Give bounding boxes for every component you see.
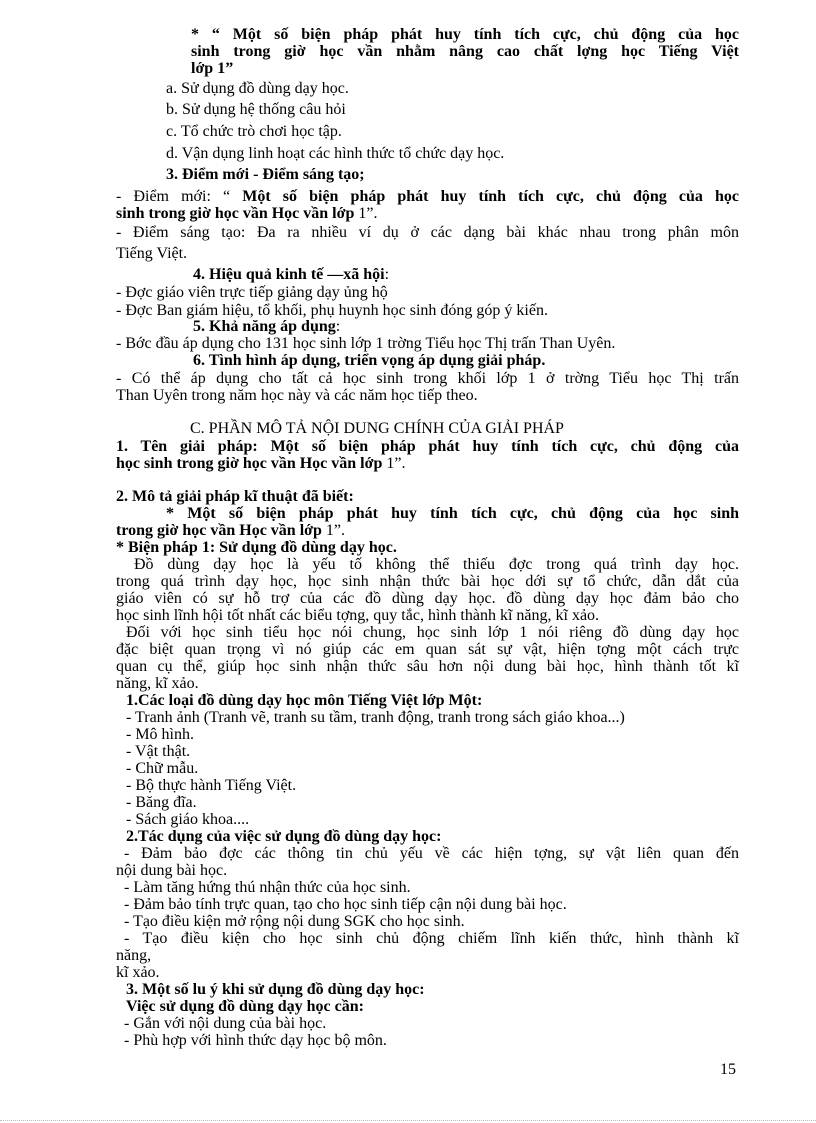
notes-line-1: - Gắn với nội dung của bài học. [124, 1015, 327, 1032]
intro-heading-line-3: lớp 1” [191, 60, 234, 77]
measure-1-title: * Biện pháp 1: Sử dụng đồ dùng dạy học. [116, 539, 397, 556]
part-2-title: 2. Mô tả giải pháp kĩ thuật đã biết: [116, 488, 354, 505]
measure-1-para-2-line-3: quan cụ thể, giúp học sinh nhận thức sâu hơn nội dung bài học, hình thành tốt kĩ [116, 658, 739, 675]
solution-name-line-2-bold: học sinh trong giờ học vần Học vần lớp [116, 455, 387, 472]
section-3-line-3: - Điểm sáng tạo: Đa ra nhiều ví dụ ở các dạng bài khác nhau trong phân môn [116, 224, 739, 241]
solution-name-line-2 [116, 455, 405, 472]
types-title: 1.Các loại đồ dùng dạy học môn Tiếng Việt lớp Một: [126, 692, 483, 709]
effects-line-6: - Tạo điều kiện cho học sinh chủ động chiếm lĩnh kiến thức, hình thành kĩ [124, 930, 739, 947]
intro-item-b: b. Sử dụng hệ thống câu hỏi [166, 101, 346, 118]
section-3-line-1-bold: Một số biện pháp phát huy tính tích cực, chủ động của học [242, 188, 739, 205]
measure-1-para-1-line-3: giáo viên có sự hỗ trợ của các đồ dùng dạy học. đồ dùng dạy học đảm bảo cho [116, 590, 739, 607]
solution-name-text: : Một số biện pháp phát huy tính tích cực, chủ động của [252, 438, 739, 455]
types-item-2: - Mô hình. [126, 726, 194, 743]
solution-name-line-2-suffix: 1”. [386, 455, 406, 472]
measure-1-para-2-line-2: đặc biệt quan trọng vì nó giúp các em quan sát sự vật, hiện tợng một cách trực [116, 641, 739, 658]
section-3-line-2-bold: sinh trong giờ học vần Học vần lớp [116, 205, 359, 222]
part-2-line-1: * Một số biện pháp phát huy tính tích cực, chủ động của học sinh [166, 505, 739, 522]
part-c-title: C. PHẦN MÔ TẢ NỘI DUNG CHÍNH CỦA GIẢI PHÁP [190, 420, 564, 437]
effects-line-8: kĩ xảo. [116, 964, 160, 981]
effects-line-7: năng, [116, 947, 152, 964]
intro-item-d: d. Vận dụng linh hoạt các hình thức tổ chức dạy học. [166, 145, 505, 162]
part-2-line-2-suffix: 1”. [325, 522, 345, 539]
part-2-line-2 [116, 522, 345, 539]
measure-1-para-1-line-1: Đồ dùng dạy học là yếu tố không thể thiếu đợc trong quá trình dạy học. [134, 556, 739, 573]
effects-line-1: - Đảm bảo đợc các thông tin chủ yếu về các hiện tợng, sự vật liên quan đến [124, 845, 739, 862]
notes-line-2: - Phù hợp với hình thức dạy học bộ môn. [124, 1032, 387, 1049]
part-2-line-2-bold: trong giờ học vần Học vần lớp [116, 522, 326, 539]
effects-title: 2.Tác dụng của việc sử dụng đồ dùng dạy học: [126, 828, 442, 845]
section-4-line-1: - Đợc giáo viên trực tiếp giảng dạy ủng hộ [116, 284, 388, 301]
section-3-line-2 [116, 205, 377, 222]
section-3-title: 3. Điểm mới - Điểm sáng tạo; [166, 166, 365, 183]
measure-1-para-1-line-4: học sinh lĩnh hội tốt nhất các biểu tợng, quy tắc, hình thành kĩ năng, kĩ xảo. [116, 607, 600, 624]
types-item-3: - Vật thật. [126, 743, 191, 760]
intro-item-c: c. Tổ chức trò chơi học tập. [166, 123, 342, 140]
measure-1-para-2-line-4: năng, kĩ xảo. [116, 675, 199, 692]
section-6-title: 6. Tình hình áp dụng, triển vọng áp dụng giải pháp. [193, 352, 546, 369]
intro-heading-line-1: * “ Một số biện pháp phát huy tính tích cực, chủ động của học [191, 26, 739, 43]
section-4-line-2: - Đợc Ban giám hiệu, tổ khối, phụ huynh học sinh đóng góp ý kiến. [116, 302, 548, 319]
section-6-line-2: Than Uyên trong năm học này và các năm học tiếp theo. [116, 387, 478, 404]
measure-1-para-2-line-1: Đối với học sinh tiểu học nói chung, học sinh lớp 1 nói riêng đồ dùng dạy học [126, 624, 739, 641]
section-4-title [193, 266, 389, 283]
solution-name-label: 1. Tên giải pháp [116, 438, 253, 455]
page-number: 15 [720, 1061, 736, 1078]
section-3-line-2-suffix: 1”. [358, 205, 378, 222]
section-5-title-text: 5. Khả năng áp dụng [193, 318, 336, 335]
section-3-line-1 [116, 188, 739, 205]
types-item-1: - Tranh ảnh (Tranh vẽ, tranh su tầm, tranh động, tranh trong sách giáo khoa...) [126, 709, 625, 726]
section-3-line-4: Tiếng Việt. [116, 245, 188, 262]
section-6-line-1: - Có thể áp dụng cho tất cả học sinh trong khối lớp 1 ở trờng Tiểu học Thị trấn [116, 370, 739, 387]
solution-name-line-1 [116, 438, 739, 455]
types-item-4: - Chữ mẫu. [126, 760, 199, 777]
section-4-title-colon: : [384, 266, 390, 283]
page-bottom-divider [0, 1120, 816, 1121]
section-3-line-1-prefix: - Điểm mới: “ [116, 188, 243, 205]
section-5-title [193, 318, 340, 335]
effects-line-4: - Đảm bảo tính trực quan, tạo cho học sinh tiếp cận nội dung bài học. [124, 896, 567, 913]
effects-line-3: - Làm tăng hứng thú nhận thức của học sinh. [124, 879, 411, 896]
section-5-title-colon: : [335, 318, 341, 335]
intro-item-a: a. Sử dụng đồ dùng dạy học. [166, 80, 349, 97]
effects-line-2: nội dung bài học. [116, 862, 228, 879]
section-5-line-1: - Bớc đầu áp dụng cho 131 học sinh lớp 1 trờng Tiểu học Thị trấn Than Uyên. [116, 335, 616, 352]
notes-subtitle: Việc sử dụng đồ dùng dạy học cần: [126, 998, 364, 1015]
types-item-6: - Băng đĩa. [126, 794, 197, 811]
intro-heading-line-2: sinh trong giờ học vần nhằm nâng cao chất lợng học Tiếng Việt [191, 43, 739, 60]
effects-line-5: - Tạo điều kiện mở rộng nội dung SGK cho học sinh. [124, 913, 465, 930]
types-item-7: - Sách giáo khoa.... [126, 811, 250, 828]
notes-title: 3. Một số lu ý khi sử dụng đồ dùng dạy học: [126, 981, 425, 998]
section-4-title-text: 4. Hiệu quả kinh tế —xã hội [193, 266, 385, 283]
measure-1-para-1-line-2: trong quá trình dạy học, học sinh nhận thức bài học dới sự tổ chức, dẫn dắt của [116, 573, 739, 590]
types-item-5: - Bộ thực hành Tiếng Việt. [126, 777, 297, 794]
